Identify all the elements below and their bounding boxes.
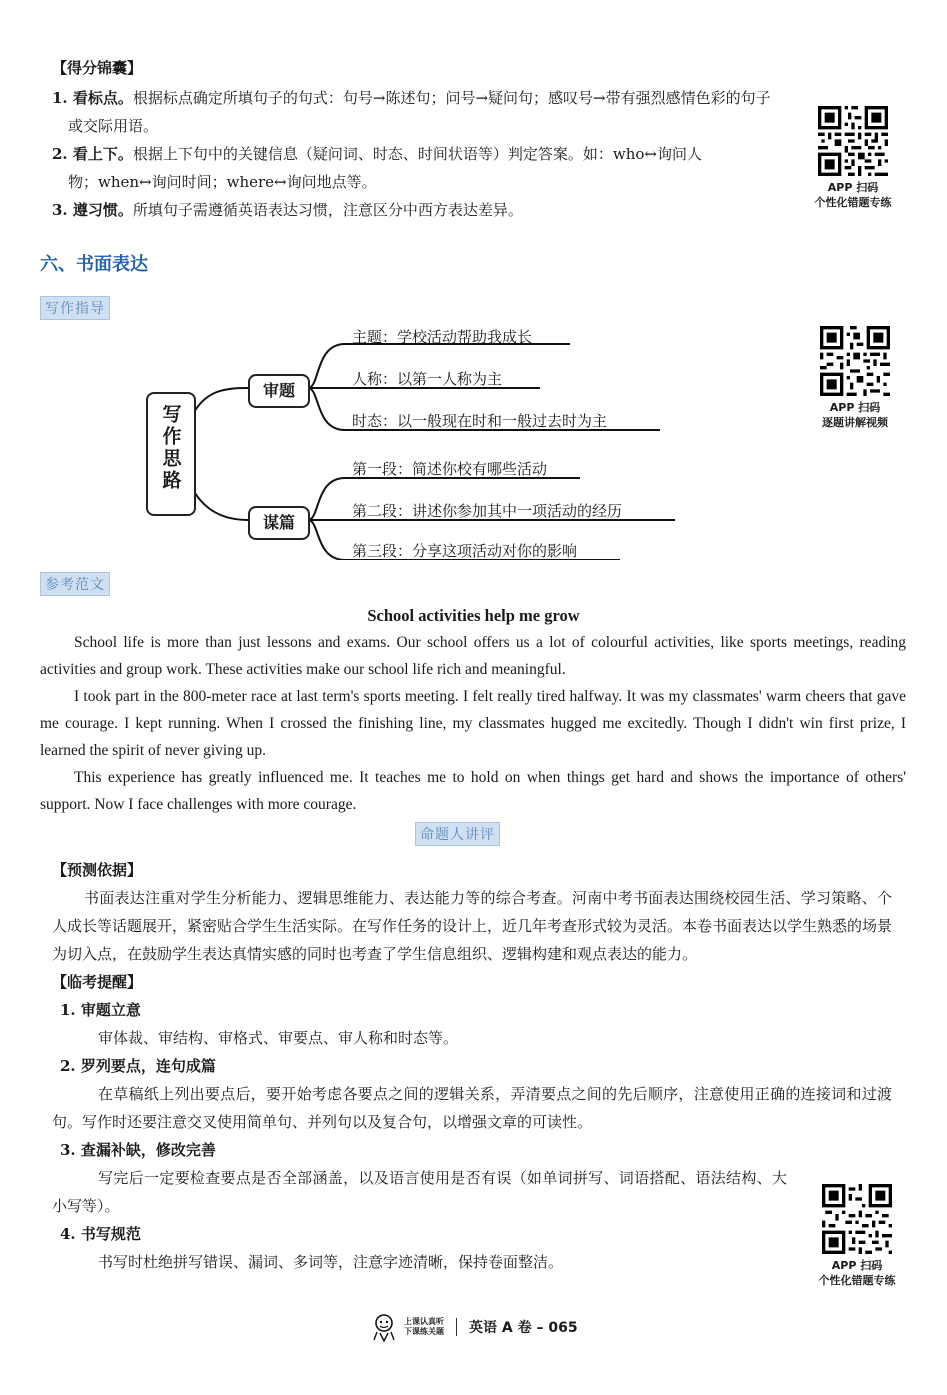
section-title: 六、书面表达 bbox=[40, 254, 148, 275]
mindmap-leaf: 第一段：简述你校有哪些活动 bbox=[352, 460, 548, 478]
mindmap-leaf: 时态：以一般现在时和一般过去时为主 bbox=[352, 412, 608, 430]
footer-slogan-line: 上课认真听 bbox=[404, 1317, 444, 1326]
chip-writing-guide: 写作指导 bbox=[40, 296, 110, 320]
tip-cont: 或交际用语。 bbox=[68, 117, 159, 135]
qr-caption: APP 扫码 bbox=[827, 181, 879, 194]
essay-paragraph: This experience has greatly influenced me. It teaches me to hold on when things get hard and shows the importance of others' support. Now I face challenges with more courage. bbox=[40, 769, 906, 813]
essay-paragraph: School life is more than just lessons and exams. Our school offers us a lot of colourful activities, like sports meetings, reading activities and group work. These activities make our school life rich and meaningful. bbox=[40, 634, 906, 678]
mindmap-branch-1: 审题 bbox=[248, 374, 310, 408]
page-number: 英语 A 卷 – 065 bbox=[469, 1320, 578, 1336]
exam-tip-title: 2. 罗列要点，连句成篇 bbox=[60, 1057, 216, 1075]
tip-text: 根据标点确定所填句子的句式：句号→陈述句；问号→疑问句；感叹号→带有强烈感情色彩的句子 bbox=[132, 89, 771, 107]
basis-text: 书面表达注重对学生分析能力、逻辑思维能力、表达能力等的综合考查。河南中考书面表达围绕校园生活、学习策略、个人成长等话题展开，紧密贴合学生生活实际。在写作任务的设计上，近几年考查形式较为灵活。本卷书面表达以学生熟悉的场景为切入点，在鼓励学生表达真情实感的同时也考查了学生信息组织、逻辑构建和观点表达的能力。 bbox=[52, 889, 893, 963]
exam-tip-title: 3. 查漏补缺，修改完善 bbox=[60, 1141, 216, 1159]
tip-lead: 2. 看上下。 bbox=[52, 145, 133, 163]
essay-paragraph: I took part in the 800-meter race at last term's sports meeting. I felt really tired halfway. It was my classmates' warm cheers that gave me courage. I kept running. When I crossed the finishing line, my classmates hugged me excitedly. Though I didn't win first prize, I learned the spirit of never giving up. bbox=[40, 688, 906, 759]
footer-slogan-line: 下课练关题 bbox=[404, 1327, 444, 1336]
qr-caption: 逐题讲解视频 bbox=[822, 416, 888, 429]
footer-slogan bbox=[404, 1317, 444, 1337]
footer-divider bbox=[456, 1318, 457, 1336]
chip-sample-essay: 参考范文 bbox=[40, 572, 110, 596]
exam-tip-title: 4. 书写规范 bbox=[60, 1225, 141, 1243]
footer bbox=[370, 1310, 578, 1344]
exam-tip-text: 在草稿纸上列出要点后，要开始考虑各要点之间的逻辑关系，弄清要点之间的先后顺序，注意使用正确的连接词和过渡句。写作时还要注意交叉使用简单句、并列句以及复合句，以增强文章的可读性。 bbox=[52, 1085, 892, 1131]
exam-tip-text: 写完后一定要检查要点是否全部涵盖，以及语言使用是否有误（如单词拼写、词语搭配、语法结构、大小写等）。 bbox=[52, 1169, 787, 1215]
qr-code-icon[interactable] bbox=[820, 326, 890, 396]
exam-tips-heading: 【临考提醒】 bbox=[52, 973, 143, 991]
mindmap-branch-2: 谋篇 bbox=[248, 506, 310, 540]
qr-caption: APP 扫码 bbox=[831, 1259, 883, 1272]
tips-heading: 【得分锦囊】 bbox=[52, 59, 143, 77]
mindmap bbox=[130, 320, 690, 560]
exam-tip-title: 1. 审题立意 bbox=[60, 1001, 141, 1019]
tip-cont: 物；when↔询问时间；where↔询问地点等。 bbox=[68, 173, 377, 191]
mindmap-leaf: 人称：以第一人称为主 bbox=[352, 370, 503, 388]
tips-list bbox=[52, 84, 892, 224]
qr-caption: 个性化错题专练 bbox=[814, 196, 892, 209]
mascot-icon bbox=[370, 1312, 398, 1342]
exam-tip-text: 书写时杜绝拼写错误、漏词、多词等，注意字迹清晰，保持卷面整洁。 bbox=[98, 1253, 564, 1271]
qr-block-1[interactable] bbox=[793, 106, 913, 210]
mindmap-root bbox=[146, 392, 196, 516]
tip-lead: 1. 看标点。 bbox=[52, 89, 133, 107]
qr-code-icon[interactable] bbox=[822, 1184, 892, 1254]
qr-block-2[interactable] bbox=[795, 326, 915, 430]
mindmap-root-label: 写作思路 bbox=[159, 404, 182, 492]
exam-tip-text: 审体裁、审结构、审格式、审要点、审人称和时态等。 bbox=[98, 1029, 459, 1047]
tip-item-3 bbox=[52, 196, 892, 224]
qr-code-icon[interactable] bbox=[818, 106, 888, 176]
tip-item-1 bbox=[52, 84, 892, 112]
basis-heading: 【预测依据】 bbox=[52, 861, 143, 879]
mindmap-leaf: 第二段：讲述你参加其中一项活动的经历 bbox=[352, 502, 623, 520]
mindmap-leaf: 第三段：分享这项活动对你的影响 bbox=[352, 542, 578, 560]
tip-lead: 3. 遵习惯。 bbox=[52, 201, 133, 219]
chip-reviewer-comment: 命题人讲评 bbox=[415, 822, 500, 846]
mindmap-connectors bbox=[130, 320, 690, 560]
essay-title: School activities help me grow bbox=[367, 606, 580, 625]
qr-block-3[interactable] bbox=[797, 1184, 917, 1288]
tip-text: 所填句子需遵循英语表达习惯，注意区分中西方表达差异。 bbox=[132, 201, 523, 219]
tip-text: 根据上下句中的关键信息（疑问词、时态、时间状语等）判定答案。如：who↔询问人 bbox=[132, 145, 702, 163]
qr-caption: APP 扫码 bbox=[829, 401, 881, 414]
review-section bbox=[52, 856, 892, 1276]
qr-caption: 个性化错题专练 bbox=[818, 1274, 896, 1287]
mindmap-leaf: 主题：学校活动帮助我成长 bbox=[352, 328, 533, 346]
essay-body bbox=[40, 629, 906, 818]
tip-item-2 bbox=[52, 140, 892, 168]
